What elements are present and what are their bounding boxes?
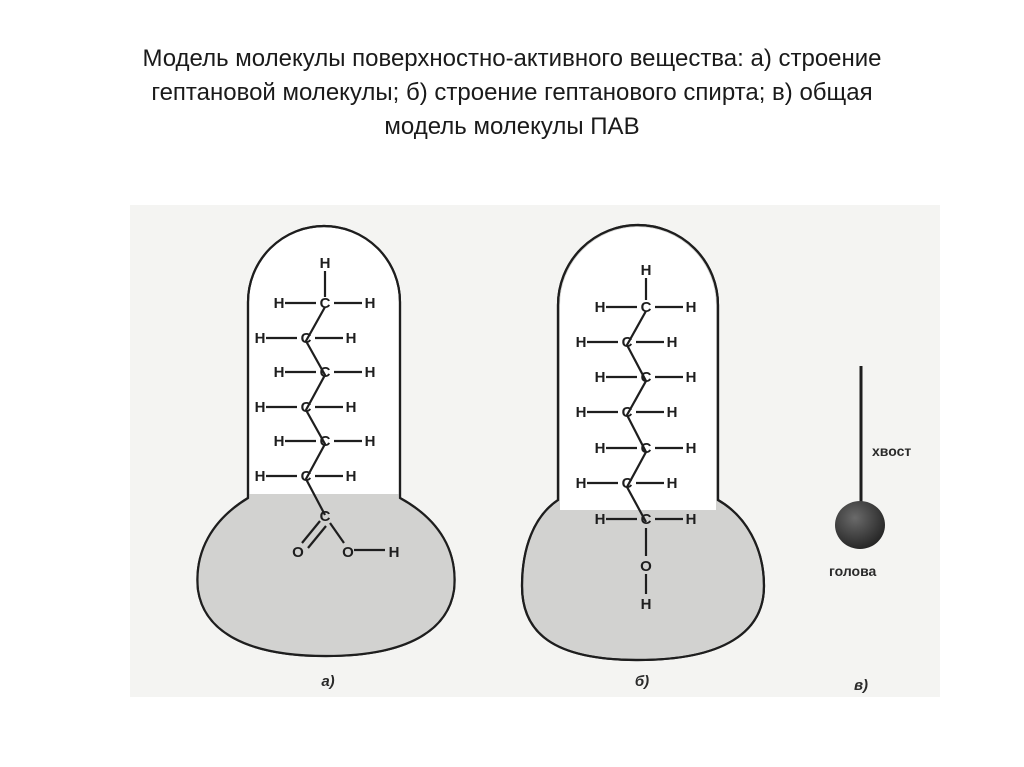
atom-h: H bbox=[254, 399, 266, 416]
title-line-1: Модель молекулы поверхностно-активного вещества: а) строение bbox=[142, 45, 882, 72]
atom-c: C bbox=[319, 364, 331, 381]
atom-c: C bbox=[319, 508, 331, 525]
atom-c: C bbox=[300, 399, 312, 416]
atom-h: H bbox=[666, 334, 678, 351]
atom-c: C bbox=[640, 440, 652, 457]
atom-c: C bbox=[300, 330, 312, 347]
atom-h: H bbox=[254, 330, 266, 347]
atom-h: H bbox=[594, 369, 606, 386]
atom-h: H bbox=[640, 262, 652, 279]
atom-h: H bbox=[388, 544, 400, 561]
atom-c: C bbox=[300, 468, 312, 485]
atom-c: C bbox=[621, 404, 633, 421]
head-label: голова bbox=[829, 563, 877, 579]
atom-h: H bbox=[319, 255, 331, 272]
atom-h: H bbox=[666, 475, 678, 492]
atom-c: C bbox=[640, 299, 652, 316]
atom-h: H bbox=[594, 440, 606, 457]
panel-c-caption: в) bbox=[853, 677, 869, 694]
atom-o: O bbox=[640, 558, 652, 575]
title-line-2: гептановой молекулы; б) строение гептанового спирта; в) общая bbox=[151, 79, 873, 106]
atom-c: C bbox=[621, 334, 633, 351]
atom-h: H bbox=[594, 299, 606, 316]
atom-o: O bbox=[342, 544, 354, 561]
atom-h: H bbox=[666, 404, 678, 421]
atom-c: C bbox=[319, 295, 331, 312]
atom-h: H bbox=[685, 299, 697, 316]
atom-h: H bbox=[575, 404, 587, 421]
head-ball bbox=[835, 501, 885, 549]
atom-h: H bbox=[364, 295, 376, 312]
atom-h: H bbox=[273, 433, 285, 450]
atom-h: H bbox=[575, 334, 587, 351]
atom-h: H bbox=[594, 511, 606, 528]
atom-h: H bbox=[254, 468, 266, 485]
panel-b-caption: б) bbox=[634, 673, 650, 690]
atom-h: H bbox=[364, 364, 376, 381]
atom-h: H bbox=[685, 440, 697, 457]
atom-c: C bbox=[621, 475, 633, 492]
atom-h: H bbox=[273, 295, 285, 312]
atom-h: H bbox=[345, 330, 357, 347]
atom-h: H bbox=[685, 511, 697, 528]
atom-c: C bbox=[640, 369, 652, 386]
atom-h: H bbox=[364, 433, 376, 450]
title-line-3: модель молекулы ПАВ bbox=[384, 113, 640, 140]
panel-a-caption: а) bbox=[321, 673, 335, 690]
atom-o: O bbox=[292, 544, 304, 561]
atom-h: H bbox=[345, 399, 357, 416]
tail-label: хвост bbox=[872, 443, 912, 459]
atom-c: C bbox=[319, 433, 331, 450]
atom-c: C bbox=[640, 511, 652, 528]
atom-h: H bbox=[640, 596, 652, 613]
atom-h: H bbox=[685, 369, 697, 386]
atom-h: H bbox=[345, 468, 357, 485]
atom-h: H bbox=[575, 475, 587, 492]
atom-h: H bbox=[273, 364, 285, 381]
